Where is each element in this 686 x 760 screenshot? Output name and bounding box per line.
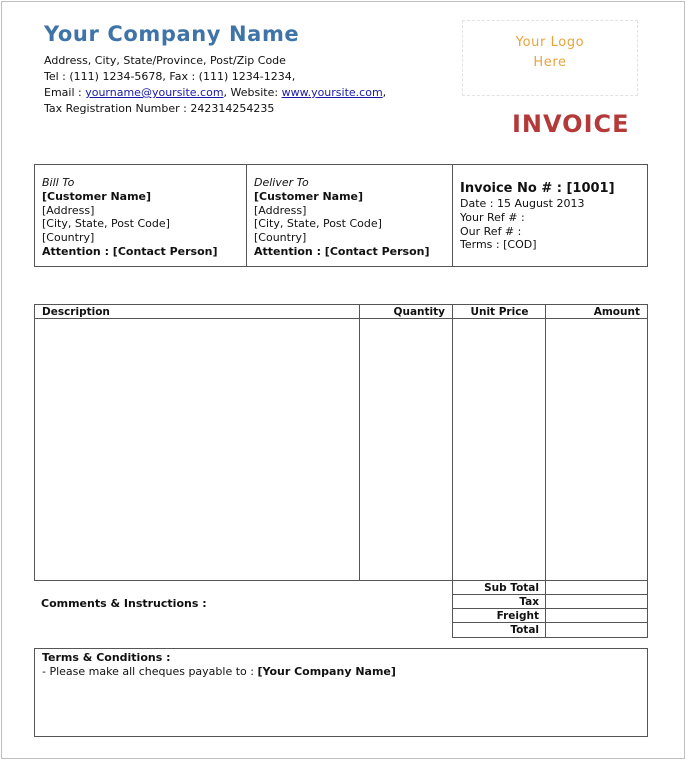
terms-line (42, 665, 396, 679)
subtotal-label: Sub Total (453, 581, 546, 595)
invoice-meta-section (453, 165, 647, 266)
invoice-number: Invoice No # : [1001] (460, 181, 615, 196)
bill-to-attention: Attention : [Contact Person] (42, 244, 218, 258)
bill-to-section (35, 165, 247, 266)
website-suffix: , (382, 86, 387, 99)
line-items-table (34, 304, 648, 581)
terms-company-name: [Your Company Name] (257, 664, 396, 678)
subtotal-value[interactable] (547, 581, 647, 595)
payment-terms: Terms : [COD] (460, 238, 537, 252)
our-ref: Our Ref # : (460, 224, 522, 238)
bill-to-address: [Address] (42, 203, 95, 217)
deliver-to-heading: Deliver To (254, 176, 309, 189)
tax-registration: Tax Registration Number : 242314254235 (44, 102, 275, 115)
website-label: , Website: (223, 86, 282, 99)
invoice-date: Date : 15 August 2013 (460, 197, 585, 210)
total-value[interactable] (547, 623, 647, 637)
tax-label: Tax (453, 595, 546, 609)
totals-row-subtotal (453, 581, 647, 595)
column-divider (359, 305, 360, 580)
column-header-unit-price: Unit Price (470, 306, 529, 318)
website-link[interactable]: www.yoursite.com (281, 86, 383, 99)
column-header-amount: Amount (593, 306, 640, 318)
email-link[interactable]: yourname@yoursite.com (85, 86, 224, 99)
totals-row-total (453, 623, 647, 637)
logo-text-line1: Your Logo (515, 35, 585, 50)
line-items-header (35, 305, 647, 319)
column-divider (452, 305, 453, 580)
totals-table (452, 581, 648, 638)
column-header-description: Description (42, 306, 110, 318)
totals-row-tax (453, 595, 647, 609)
bill-to-city: [City, State, Post Code] (42, 217, 170, 231)
column-header-quantity: Quantity (393, 306, 445, 318)
deliver-to-country: [Country] (254, 231, 307, 245)
comments-label: Comments & Instructions : (41, 597, 207, 610)
tax-value[interactable] (547, 595, 647, 609)
freight-value[interactable] (547, 609, 647, 623)
terms-line-text: - Please make all cheques payable to : (42, 664, 258, 678)
logo-placeholder (462, 20, 638, 96)
invoice-title: INVOICE (512, 110, 630, 138)
bill-to-heading: Bill To (42, 176, 75, 189)
deliver-to-section (247, 165, 453, 266)
company-name: Your Company Name (44, 22, 300, 46)
company-address: Address, City, State/Province, Post/Zip Code (44, 54, 286, 67)
deliver-to-city: [City, State, Post Code] (254, 217, 382, 231)
company-contact-line (44, 86, 386, 99)
email-label: Email : (44, 86, 86, 99)
totals-row-freight (453, 609, 647, 623)
company-tel-fax: Tel : (111) 1234-5678, Fax : (111) 1234-1234, (44, 70, 296, 83)
terms-conditions-box (34, 648, 648, 737)
deliver-to-address: [Address] (254, 203, 307, 217)
header-table (34, 164, 648, 267)
column-divider (545, 305, 546, 580)
freight-label: Freight (453, 609, 546, 623)
logo-text-line2: Here (533, 55, 567, 70)
total-label: Total (453, 623, 546, 637)
deliver-to-attention: Attention : [Contact Person] (254, 244, 430, 258)
bill-to-country: [Country] (42, 231, 95, 245)
deliver-to-customer-name: [Customer Name] (254, 189, 364, 203)
your-ref: Your Ref # : (460, 210, 525, 224)
bill-to-customer-name: [Customer Name] (42, 189, 152, 203)
terms-heading: Terms & Conditions : (42, 651, 171, 664)
